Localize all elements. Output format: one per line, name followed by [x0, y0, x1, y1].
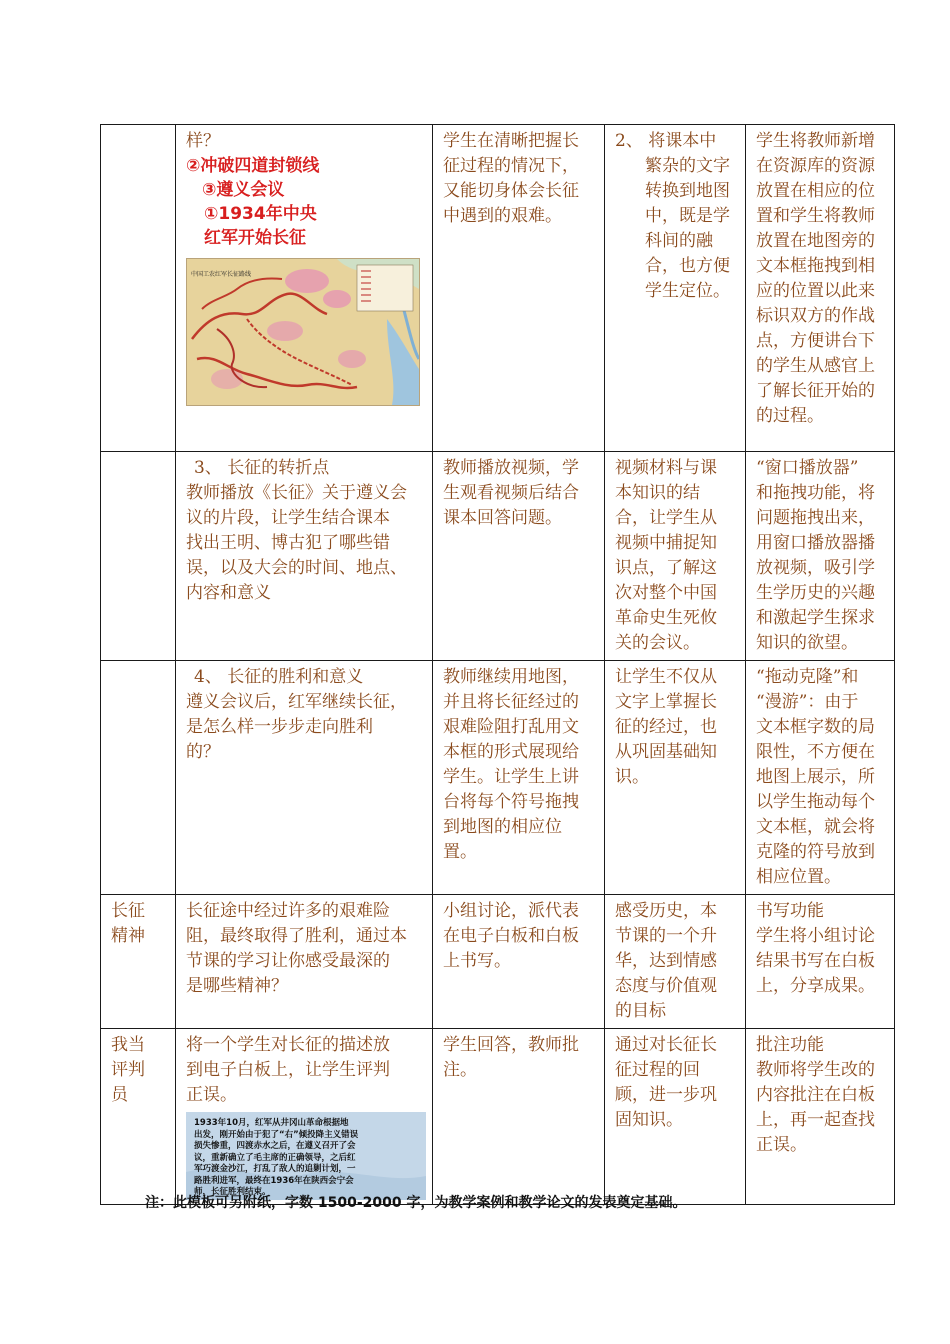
- text-line: 是哪些精神？: [186, 976, 288, 996]
- text-line: 本框的形式展现给: [443, 742, 579, 762]
- text-line: 教师播放视频，学: [443, 458, 579, 478]
- text-line: 议的片段，让学生结合课本: [186, 508, 390, 528]
- text-line: 感受历史，本: [615, 901, 717, 921]
- cell-whiteboard-function: [746, 895, 895, 1029]
- text-line: 误，以及大会的时间、地点、: [186, 558, 407, 578]
- section-label: 我当: [111, 1035, 145, 1055]
- text-line: 学生在清晰把握长: [443, 131, 579, 151]
- text-line: 注。: [443, 1060, 477, 1080]
- text-line: 课本回答问题。: [443, 508, 562, 528]
- text-line: 限性，不方便在: [756, 742, 875, 762]
- text-line: 征过程的情况下，: [443, 156, 579, 176]
- text-line: 合，让学生从: [615, 508, 717, 528]
- handwritten-note: ②冲破四道封锁线: [186, 156, 320, 176]
- cell-content: [176, 661, 433, 895]
- text-line: 华，达到情感: [615, 951, 717, 971]
- text-line: 2、 将课本中: [615, 131, 717, 151]
- section-label: 精神: [111, 926, 145, 946]
- text-line: 放视频，吸引学: [756, 558, 875, 578]
- text-line: 科间的融: [645, 231, 713, 251]
- text-line: 点，方便讲台下: [756, 331, 875, 351]
- text-line: 找出王明、博古犯了哪些错: [186, 533, 390, 553]
- text-line: 关的会议。: [615, 633, 700, 653]
- text-line: 文本框拖拽到相: [756, 256, 875, 276]
- cell-design-intent: [605, 895, 746, 1029]
- text-line: 生学历史的兴趣: [756, 583, 875, 603]
- quote-line: 议，重新确立了毛主席的正确领导，之后红: [194, 1152, 356, 1163]
- text-line: 置。: [443, 842, 477, 862]
- text-line: 文本框，就会将: [756, 817, 875, 837]
- text-line: 上书写。: [443, 951, 511, 971]
- text-line: 学生回答，教师批: [443, 1035, 579, 1055]
- text-line: 内容和意义: [186, 583, 271, 603]
- cell-teacher-activity: [433, 1029, 605, 1205]
- text-line: 内容批注在白板: [756, 1085, 875, 1105]
- text-line: 文字上掌握长: [615, 692, 717, 712]
- text-line: 批注功能: [756, 1035, 824, 1055]
- cell-design-intent: [605, 1029, 746, 1205]
- cell-content: [176, 895, 433, 1029]
- text-line: 用窗口播放器播: [756, 533, 875, 553]
- text-line: 节课的学习让你感受最深的: [186, 951, 390, 971]
- quote-line: 1933年10月，红军从井冈山革命根据地: [194, 1118, 349, 1128]
- text-line: 识点，了解这: [615, 558, 717, 578]
- text-line: 遵义会议后，红军继续长征，: [186, 692, 407, 712]
- text-line: 生观看视频后结合: [443, 483, 579, 503]
- table-row: [101, 1029, 895, 1205]
- text-line: 顾，进一步巩: [615, 1085, 717, 1105]
- text-line: 节课的一个升: [615, 926, 717, 946]
- text-line: 阻，最终取得了胜利，通过本: [186, 926, 407, 946]
- text-line: 通过对长征长: [615, 1035, 717, 1055]
- text-line: 和拖拽功能，将: [756, 483, 875, 503]
- text-line: 又能切身体会长征: [443, 181, 579, 201]
- quote-line: 出发，刚开始由于犯了“右”倾投降主义错误: [194, 1129, 359, 1140]
- text-line: 地图上展示，所: [756, 767, 875, 787]
- handwritten-note: ③遵义会议: [202, 180, 285, 200]
- cell-section: [101, 125, 176, 452]
- cell-teacher-activity: [433, 895, 605, 1029]
- text-line: 上，再一起查找: [756, 1110, 875, 1130]
- text-line: 艰难险阻打乱用文: [443, 717, 579, 737]
- cell-design-intent: [605, 661, 746, 895]
- text-line: 的学生从感官上: [756, 356, 875, 376]
- cell-teacher-activity: [433, 125, 605, 452]
- text-line: 正误。: [186, 1085, 237, 1105]
- quote-text: [194, 1118, 420, 1199]
- text-line: 征过程的回: [615, 1060, 700, 1080]
- quote-line: 师，长征胜利结束。: [194, 1187, 271, 1197]
- text-line: 将一个学生对长征的描述放: [186, 1035, 390, 1055]
- text-line: 让学生不仅从: [615, 667, 717, 687]
- section-label: 评判: [111, 1060, 145, 1080]
- text-line: 台将每个符号拖拽: [443, 792, 579, 812]
- text-line: 固知识。: [615, 1110, 683, 1130]
- text-line: 的过程。: [756, 406, 824, 426]
- lesson-plan-table: [100, 124, 895, 1205]
- text-line: 样？: [186, 131, 220, 151]
- text-line: 标识双方的作战: [756, 306, 875, 326]
- text-line: 学生。让学生上讲: [443, 767, 579, 787]
- text-line: 态度与价值观: [615, 976, 717, 996]
- cell-whiteboard-function: [746, 661, 895, 895]
- section-label: 长征: [111, 901, 145, 921]
- text-line: 中，既是学: [645, 206, 730, 226]
- cell-teacher-activity: [433, 452, 605, 661]
- cell-content: [176, 1029, 433, 1205]
- text-line: 了解长征开始的: [756, 381, 875, 401]
- text-line: 相应位置。: [756, 867, 841, 887]
- text-line: 在电子白板和白板: [443, 926, 579, 946]
- long-march-map-image: [186, 258, 420, 406]
- text-line: 文本框字数的局: [756, 717, 875, 737]
- text-line: 结果书写在白板: [756, 951, 875, 971]
- text-line: 放置在相应的位: [756, 181, 875, 201]
- cell-section: [101, 661, 176, 895]
- text-line: 学生定位。: [645, 281, 730, 301]
- text-line: 正误。: [756, 1135, 807, 1155]
- text-line: 长征途中经过许多的艰难险: [186, 901, 390, 921]
- text-line: 和激起学生探求: [756, 608, 875, 628]
- text-line: 中遇到的艰难。: [443, 206, 562, 226]
- handwritten-note: 红军开始长征: [204, 228, 306, 248]
- table-row: [101, 661, 895, 895]
- text-line: “窗口播放器”: [756, 458, 859, 478]
- text-line: 到地图的相应位: [443, 817, 562, 837]
- text-line: 教师播放《长征》关于遵义会: [186, 483, 407, 503]
- text-line: 合，也方便: [645, 256, 730, 276]
- text-line: 本知识的结: [615, 483, 700, 503]
- text-line: “漫游”：由于: [756, 692, 859, 712]
- text-line: 应的位置以此来: [756, 281, 875, 301]
- cell-whiteboard-function: [746, 125, 895, 452]
- text-line: 克隆的符号放到: [756, 842, 875, 862]
- text-line: 识。: [615, 767, 649, 787]
- cell-teacher-activity: [433, 661, 605, 895]
- quote-image: [186, 1112, 426, 1200]
- cell-whiteboard-function: [746, 1029, 895, 1205]
- table-row: [101, 895, 895, 1029]
- section-label: 员: [111, 1085, 128, 1105]
- footer-note: 注：此模板可另附纸，字数 1500-2000 字，为教学案例和教学论文的发表奠定基础。: [145, 1195, 687, 1211]
- cell-section: [101, 1029, 176, 1205]
- text-line: 次对整个中国: [615, 583, 717, 603]
- text-line: 4、 长征的胜利和意义: [194, 667, 364, 687]
- text-line: 是怎么样一步步走向胜利: [186, 717, 373, 737]
- text-line: 革命史生死攸: [615, 608, 717, 628]
- text-line: 到电子白板上，让学生评判: [186, 1060, 390, 1080]
- text-line: 转换到地图: [645, 181, 730, 201]
- text-line: 的目标: [615, 1001, 666, 1021]
- text-line: 繁杂的文字: [645, 156, 730, 176]
- cell-whiteboard-function: [746, 452, 895, 661]
- text-line: 视频材料与课: [615, 458, 717, 478]
- quote-line: 损失惨重，四渡赤水之后，在遵义召开了会: [194, 1141, 356, 1151]
- text-line: 小组讨论，派代表: [443, 901, 579, 921]
- text-line: 的？: [186, 742, 220, 762]
- text-line: 征的经过，也: [615, 717, 717, 737]
- text-line: 书写功能: [756, 901, 824, 921]
- text-line: 从巩固基础知: [615, 742, 717, 762]
- cell-section: [101, 452, 176, 661]
- cell-content: [176, 452, 433, 661]
- text-line: 学生将教师新增: [756, 131, 875, 151]
- text-line: 知识的欲望。: [756, 633, 858, 653]
- text-line: 教师将学生改的: [756, 1060, 875, 1080]
- cell-content: [176, 125, 433, 452]
- text-line: 放置在地图旁的: [756, 231, 875, 251]
- text-line: 以学生拖动每个: [756, 792, 875, 812]
- cell-design-intent: [605, 452, 746, 661]
- text-line: 置和学生将教师: [756, 206, 875, 226]
- text-line: 问题拖拽出来，: [756, 508, 875, 528]
- text-line: 在资源库的资源: [756, 156, 875, 176]
- text-line: 上，分享成果。: [756, 976, 875, 996]
- cell-design-intent: [605, 125, 746, 452]
- map-title: 中国工农红军长征路线: [191, 271, 252, 278]
- cell-section: [101, 895, 176, 1029]
- handwritten-note: ①1934年中央: [204, 204, 317, 224]
- text-line: 学生将小组讨论: [756, 926, 875, 946]
- text-line: 教师继续用地图，: [443, 667, 579, 687]
- text-line: 视频中捕捉知: [615, 533, 717, 553]
- table-row: [101, 125, 895, 452]
- text-line: 3、 长征的转折点: [194, 458, 330, 478]
- table-row: [101, 452, 895, 661]
- quote-line: 军巧渡金沙江，打乱了敌人的追剿计划，一: [194, 1164, 356, 1174]
- text-line: “拖动克隆”和: [756, 667, 859, 687]
- text-line: 并且将长征经过的: [443, 692, 579, 712]
- quote-line: 路胜利进军，最终在1936年在陕西会宁会: [194, 1175, 354, 1186]
